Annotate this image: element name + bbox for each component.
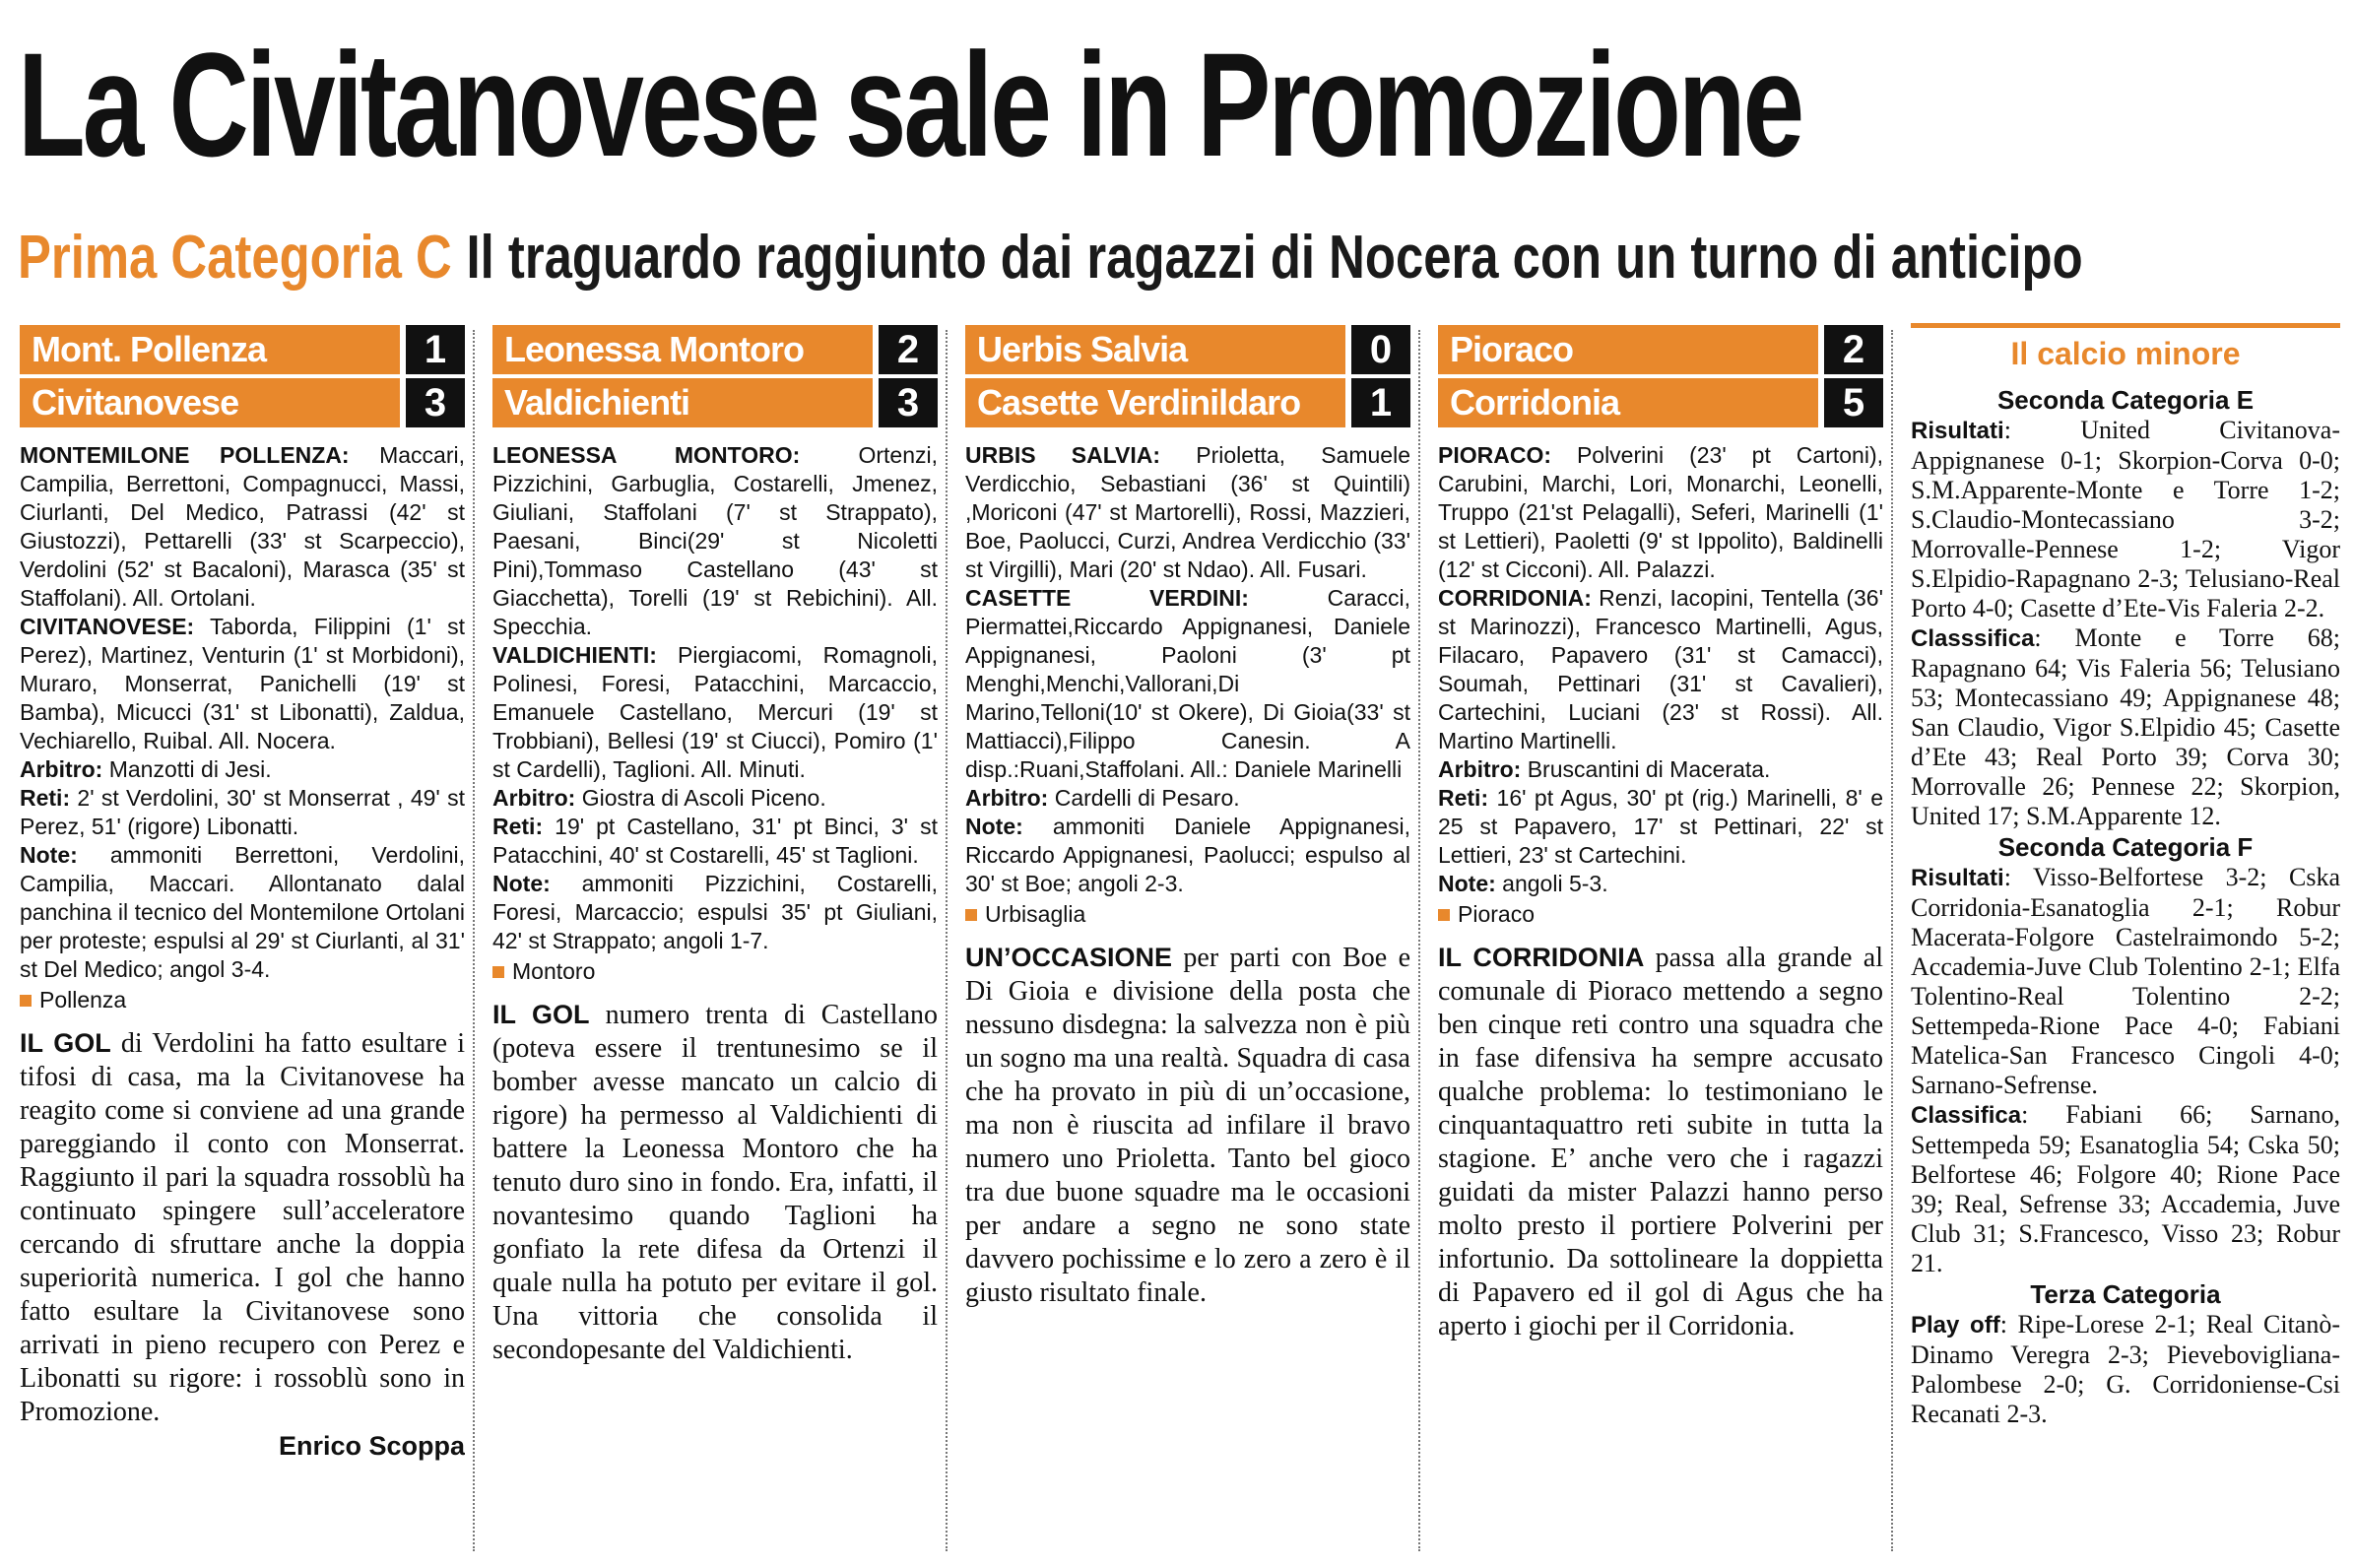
headline: La Civitanovese sale in Promozione <box>18 22 1802 187</box>
minor-football-column <box>1911 323 2340 1559</box>
away-team-name: Valdichienti <box>492 378 873 427</box>
report-entry <box>1438 755 1883 784</box>
category-entry-label: Risultati <box>1911 418 2004 444</box>
home-team-goals: 2 <box>1824 325 1883 374</box>
report-entry <box>492 441 938 641</box>
report-entry-text: Piergiacomi, Romagnoli, Polinesi, Foresi, Patacchini, Marcaccio, Emanuele Castellano, Mercuri (19' st Trobbiani), Bellesi (19' st Ciucci), Pomiro (1' st Cardelli), Taglioni. All. Minuti. <box>492 642 938 782</box>
report-entry <box>20 784 465 841</box>
away-team-name: Corridonia <box>1438 378 1818 427</box>
story-text: numero trenta di Castellano (poteva essere il trentunesimo se il bomber avesse mancato un calcio di rigore) ha permesso al Valdichienti di battere la Leonessa Montoro che ha tenuto duro sino in fondo. Era, infatti, il novantesimo quando Taglioni ha gonfiato la rete difesa da Ortenzi il quale nulla ha potuto per evitare il gol. Una vittoria che consolida il secondopesante del Valdichienti. <box>492 1000 938 1365</box>
away-team-goals: 3 <box>406 378 465 427</box>
away-team-goals: 5 <box>1824 378 1883 427</box>
report-entry-label: VALDICHIENTI: <box>492 642 657 668</box>
venue-tag-text: Montoro <box>512 958 596 984</box>
category-entry <box>1911 416 2340 623</box>
report-entry-text: Renzi, Iacopini, Tentella (36' st Marinozzi), Francesco Martinelli, Agus, Filacaro, Papavero (31' st Camacci), Soumah, Pettinari (31' st Cavalieri), Cartechini, Luciani (23' st Rossi). All. Martino Martinelli. <box>1438 585 1883 753</box>
report-entry-label: Arbitro: <box>1438 756 1522 782</box>
score-row-home <box>20 325 465 374</box>
category-entry-text: : Ripe-Lorese 2-1; Real Citanò-Dinamo Veregra 2-3; Pievebovigliana-Palombese 2-0; G. Corridoniense-Csi Recanati 2-3. <box>1911 1310 2340 1428</box>
subhead-text: Il traguardo raggiunto dai ragazzi di Nocera con un turno di anticipo <box>466 224 2083 292</box>
story-lead: IL CORRIDONIA <box>1438 943 1645 972</box>
report-entry <box>965 584 1410 784</box>
score-row-away <box>20 378 465 427</box>
story-paragraph <box>1438 941 1883 1343</box>
story-text: per parti con Boe e Di Gioia e divisione della posta che nessuno disdegna: la salvezza non è più un sogno ma una realtà. Squadra di casa che ha provato in più di un’occasione, ma non è riuscita ad infilare il bravo numero uno Prioletta. Tanto bel gioco tra due buone squadre ma le occasioni per andare a segno ne sono state davvero pochissime e lo zero a zero è il giusto risultato finale. <box>965 943 1410 1308</box>
home-team-name: Uerbis Salvia <box>965 325 1345 374</box>
report-entry-text: ammoniti Berrettoni, Verdolini, Campilia, Maccari. Allontanato dalal panchina il tecnico del Montemilone Ortolani per proteste; espulsi al 29' st Ciurlanti, al 31' st Del Medico; angol 3-4. <box>20 842 465 982</box>
subhead-category: Prima Categoria C <box>18 224 452 292</box>
story-lead: IL GOL <box>492 1000 590 1029</box>
column-divider <box>1891 330 1893 1551</box>
match-story <box>492 998 938 1367</box>
story-lead: UN’OCCASIONE <box>965 943 1173 972</box>
report-entry-label: MONTEMILONE POLLENZA: <box>20 442 350 468</box>
home-team-goals: 0 <box>1351 325 1410 374</box>
report-entry <box>20 841 465 984</box>
match-report-box <box>20 441 465 984</box>
report-entry-label: Note: <box>965 814 1023 839</box>
match-story <box>1438 941 1883 1343</box>
report-entry-label: URBIS SALVIA: <box>965 442 1161 468</box>
report-entry <box>965 813 1410 898</box>
match-column-4 <box>1438 325 1883 1556</box>
category-entry-text: : Monte e Torre 68; Rapagnano 64; Vis Faleria 56; Telusiano 53; Montecassiano 49; Appignanese 48; San Claudio, Vigor S.Elpidio 45; Casette d’Ete 43; Real Porto 39; Corva 30; Morrovalle 26; Pennese 22; Skorpion, United 17; S.M.Apparente 12. <box>1911 623 2340 830</box>
report-entry-label: Reti: <box>20 785 71 811</box>
report-entry-label: Reti: <box>492 814 544 839</box>
match-column-2 <box>492 325 938 1556</box>
away-team-name: Casette Verdinildaro <box>965 378 1345 427</box>
report-entry-label: Note: <box>20 842 78 868</box>
report-entry-text: Prioletta, Samuele Verdicchio, Sebastiani (36' st Quintili) ,Moriconi (47' st Martorelli), Rossi, Mazzieri, Boe, Paolucci, Curzi, Andrea Verdicchio (33' st Virgilli), Mari (20' st Ndao). All. Fusari. <box>965 442 1410 582</box>
venue-tag-text: Urbisaglia <box>985 901 1086 927</box>
report-entry-label: CORRIDONIA: <box>1438 585 1592 611</box>
score-row-away <box>492 378 938 427</box>
category-entry-text: : Visso-Belfortese 3-2; Cska Corridonia-Esanatoglia 2-1; Robur Macerata-Folgore Castelraimondo 5-2; Accademia-Juve Club Tolentino 2-1; Elfa Tolentino-Real Tolentino 2-2; Settempeda-Rione Pace 4-0; Fabiani Matelica-San Francesco Cingoli 4-0; Sarnano-Sefrense. <box>1911 863 2340 1099</box>
report-entry <box>20 613 465 755</box>
score-row-away <box>1438 378 1883 427</box>
report-entry <box>1438 441 1883 584</box>
category-title: Seconda Categoria E <box>1996 385 2255 415</box>
report-entry-text: ammoniti Daniele Appignanesi, Riccardo Appignanesi, Paolucci; espulso al 30' st Boe; angoli 2-3. <box>965 814 1410 896</box>
column-divider <box>946 330 948 1551</box>
report-entry-text: angoli 5-3. <box>1495 871 1608 896</box>
away-team-name: Civitanovese <box>20 378 400 427</box>
match-report-box <box>492 441 938 955</box>
story-paragraph <box>965 941 1410 1310</box>
minor-title: Il calcio minore <box>2010 336 2241 371</box>
score-row-home <box>1438 325 1883 374</box>
report-entry-text: Giostra di Ascoli Piceno. <box>575 785 826 811</box>
home-team-goals: 1 <box>406 325 465 374</box>
home-team-name: Leonessa Montoro <box>492 325 873 374</box>
category-entry <box>1911 863 2340 1100</box>
square-bullet-icon <box>492 966 504 978</box>
match-column-1 <box>20 325 465 1556</box>
match-story <box>965 941 1410 1310</box>
report-entry-text: Polverini (23' pt Cartoni), Carubini, Marchi, Lori, Monarchi, Leonelli, Truppo (21'st Pelagalli), Seferi, Marinelli (1' st Lettieri), Paoletti (9' st Ippolito), Baldinelli (12' st Cicconi). All. Palazzi. <box>1438 442 1883 582</box>
report-entry <box>492 784 938 813</box>
away-team-goals: 3 <box>879 378 938 427</box>
report-entry <box>965 784 1410 813</box>
category-entry-label: Risultati <box>1911 865 2004 891</box>
category-entry-text: : United Civitanova-Appignanese 0-1; Skorpion-Corva 0-0; S.M.Apparente-Monte e Torre 1-2; S.Claudio-Montecassiano 3-2; Morrovalle-Pennese 1-2; Vigor S.Elpidio-Rapagnano 2-3; Telusiano-Real Porto 4-0; Casette d’Ete-Vis Faleria 2-2. <box>1911 416 2340 622</box>
score-row-home <box>965 325 1410 374</box>
home-team-name: Mont. Pollenza <box>20 325 400 374</box>
report-entry-text: Ortenzi, Pizzichini, Garbuglia, Costarelli, Jmenez, Giuliani, Staffolani (7' st Strappato), Paesani, Binci(29' st Nicoletti Pini),Tommaso Castellano (43' st Giacchetta), Torelli (19' st Rebichini). All. Specchia. <box>492 442 938 639</box>
venue-tag-text: Pioraco <box>1458 901 1535 927</box>
report-entry-label: Note: <box>492 871 551 896</box>
match-report-box <box>965 441 1410 898</box>
home-team-name: Pioraco <box>1438 325 1818 374</box>
category-entry-label: Classsifica <box>1911 625 2035 652</box>
report-entry-label: LEONESSA MONTORO: <box>492 442 801 468</box>
category-entry <box>1911 1100 2340 1278</box>
story-paragraph <box>20 1026 465 1429</box>
venue-tag <box>965 900 1410 929</box>
match-report-box <box>1438 441 1883 898</box>
home-team-goals: 2 <box>879 325 938 374</box>
score-row-home <box>492 325 938 374</box>
report-entry-text: ammoniti Pizzichini, Costarelli, Foresi, Marcaccio; espulsi 35' pt Giuliani, 42' st Strappato; angoli 1-7. <box>492 871 938 953</box>
story-lead: IL GOL <box>20 1028 111 1058</box>
report-entry-label: Arbitro: <box>492 785 576 811</box>
category-entry-label: Play off <box>1911 1312 2000 1339</box>
report-entry-text: Maccari, Campilia, Berrettoni, Compagnucci, Massi, Ciurlanti, Del Medico, Patrassi (42' st Giustozzi), Pettarelli (33' st Scarpeccio), Verdolini (52' st Bacaloni), Marasca (35' st Staffolani). All. Ortolani. <box>20 442 465 611</box>
square-bullet-icon <box>965 909 977 921</box>
category-entry <box>1911 1310 2340 1429</box>
story-author: Enrico Scoppa <box>278 1431 465 1461</box>
away-team-goals: 1 <box>1351 378 1410 427</box>
match-story <box>20 1026 465 1429</box>
report-entry <box>492 641 938 784</box>
score-row-away <box>965 378 1410 427</box>
report-entry-text: Taborda, Filippini (1' st Perez), Martinez, Venturin (1' st Morbidoni), Muraro, Monserrat, Panichelli (19' st Bamba), Micucci (31' st Libonatti), Zaldua, Vechiarello, Ruibal. All. Nocera. <box>20 614 465 753</box>
report-entry <box>1438 784 1883 870</box>
report-entry-text: Cardelli di Pesaro. <box>1048 785 1240 811</box>
report-entry-text: Manzotti di Jesi. <box>102 756 272 782</box>
report-entry-label: Arbitro: <box>20 756 103 782</box>
column-divider <box>473 330 475 1551</box>
report-entry-label: Note: <box>1438 871 1496 896</box>
report-entry <box>1438 870 1883 898</box>
report-entry <box>20 755 465 784</box>
category-entry-label: Classifica <box>1911 1102 2022 1129</box>
report-entry <box>965 441 1410 584</box>
venue-tag <box>20 986 465 1014</box>
match-column-3 <box>965 325 1410 1556</box>
column-divider <box>1418 330 1420 1551</box>
venue-tag-text: Pollenza <box>39 987 127 1013</box>
story-text: di Verdolini ha fatto esultare i tifosi di casa, ma la Civitanovese ha reagito come si conviene ad una grande pareggiando il conto con Monserrat. Raggiunto il pari la squadra rossoblù ha continuato spingere sull’acceleratore cercando di sfruttare anche la doppia superiorità numerica. I gol che hanno fatto esultare la Civitanovese sono arrivati in pieno recupero con Perez e Libonatti su rigore: i rossoblù sono in Promozione. <box>20 1028 465 1427</box>
report-entry-text: 16' pt Agus, 30' pt (rig.) Marinelli, 8' e 25 st Papavero, 17' st Pettinari, 22' st Lettieri, 23' st Cartechini. <box>1438 785 1883 868</box>
category-title: Seconda Categoria F <box>1997 832 2254 862</box>
square-bullet-icon <box>1438 909 1450 921</box>
report-entry-text: Caracci, Piermattei,Riccardo Appignanesi, Daniele Appignanesi, Paoloni (3' pt Menghi,Menchi,Vallorani,Di Marino,Telloni(10' st Okere), Di Gioia(33' st Mattiacci),Filippo Canesin. A disp.:Ruani,Staffolani. All.: Daniele Marinelli <box>965 585 1410 782</box>
report-entry-label: CIVITANOVESE: <box>20 614 195 639</box>
report-entry-label: PIORACO: <box>1438 442 1551 468</box>
subheadline <box>18 219 2083 297</box>
report-entry-text: 19' pt Castellano, 31' pt Binci, 3' st Patacchini, 40' st Costarelli, 45' st Taglioni. <box>492 814 938 868</box>
report-entry <box>492 870 938 955</box>
story-paragraph <box>492 998 938 1367</box>
report-entry-text: Bruscantini di Macerata. <box>1521 756 1771 782</box>
category-entry-text: : Fabiani 66; Sarnano, Settempeda 59; Esanatoglia 54; Cska 50; Belfortese 46; Folgore 40; Rione Pace 39; Real, Sefrense 33; Accademia, Juve Club 31; S.Francesco, Visso 23; Robur 21. <box>1911 1100 2340 1277</box>
report-entry-label: CASETTE VERDINI: <box>965 585 1249 611</box>
category-entry <box>1911 623 2340 831</box>
report-entry <box>1438 584 1883 755</box>
venue-tag <box>1438 900 1883 929</box>
venue-tag <box>492 957 938 986</box>
minor-sections <box>1911 384 2340 1429</box>
square-bullet-icon <box>20 995 32 1007</box>
report-entry-label: Arbitro: <box>965 785 1049 811</box>
report-entry <box>20 441 465 613</box>
report-entry-text: 2' st Verdolini, 30' st Monserrat , 49' st Perez, 51' (rigore) Libonatti. <box>20 785 465 839</box>
report-entry-label: Reti: <box>1438 785 1489 811</box>
report-entry <box>492 813 938 870</box>
story-text: passa alla grande al comunale di Pioraco mettendo a segno ben cinque reti contro una squadra che in fase difensiva ha sempre accusato qualche problema: lo testimoniano le cinquantaquattro reti subite in tutta la stagione. E’ anche vero che i ragazzi guidati da mister Palazzi hanno perso molto presto il portiere Polverini per infortunio. Da sottolineare la doppietta di Papavero ed il gol di Agus che ha aperto i giochi per il Corridonia. <box>1438 943 1883 1341</box>
category-title: Terza Categoria <box>2030 1279 2221 1309</box>
